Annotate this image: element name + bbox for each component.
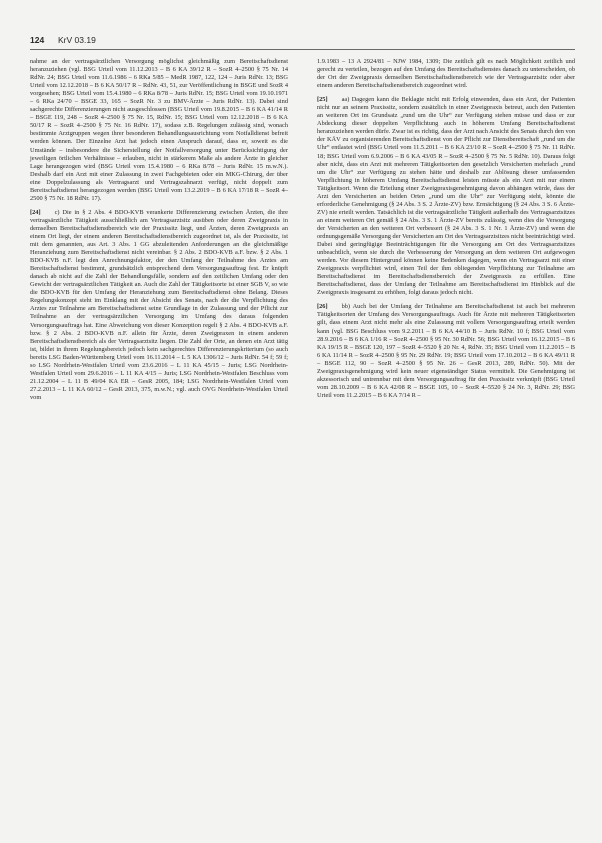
paragraph-continued: nahme an der vertragsärztlichen Versorgung möglichst gleichmäßig zum Bereitschaftsdienst heranzuziehen (vgl. BSG Urteil vom 11.12.2013 – B 6 KA 39/12 R – SozR 4–2500 § 75 Nr. 14 RdNr. 24; BSG Urteil vom 11.6.1986 – 6 RKa 5/85 – MedR 1987, 122, 124 – Juris RdNr. 13; BSG Urteil vom 12.12.2018 – B 6 KA 50/17 R – RdNr. 43, 51, zur Veröffentlichung in BSGE und SozR 4 vorgesehen; BSG Urteil vom 15.4.1980 – 6 RKa 8/78 – Juris RdNr. 15; BSG Urteil vom 19.10.1971 – 6 RKa 24/70 – BSGE 33, 165 – SozR Nr. 3 zu BMV-Ärzte – Juris RdNr. 13). Dabei sind sachgerechte Differenzierungen nicht ausgeschlossen (BSG Urteil vom 19.8.2015 – B 6 KA 41/14 R – BSGE 119, 248 – SozR 4–2500 § 75 Nr. 15, RdNr. 15; BSG Urteil vom 12.12.2018 – B 6 KA 50/17 R – SozR 4–2500 § 75 Nr. 16 RdNr. 17), sodass z.B. Regelungen zulässig sind, wonach bestimmte Arztgruppen wegen ihrer besonderen Behandlungsausrichtung vom Notfalldienst befreit werden können. Der Einzelne Arzt hat jedoch einen Anspruch darauf, dass er, soweit es die Umstände – insbesondere die Sicherstellung der Notfallversorgung unter Berücksichtigung der jeweiligen örtlichen Verhältnisse – erlauben, nicht in stärkerem Maße als andere Ärzte in gleicher Lage herangezogen wird (BSG Urteil vom 15.4.1980 – 6 RKa 8/78 – Juris RdNr. 15 m.w.N.). Deshalb darf ein Arzt mit einer Zulassung in zwei Fachgebieten oder ein MKG-Chirurg, der über eine Doppelzulassung als Vertragsarzt und Vertragszahnarzt verfügt, nicht doppelt zum Bereitschaftsdienst herangezogen werden (BSG Urteil vom 13.2.2019 – B 6 KA 17/18 R – SozR 4–2500 § 75 Nr. 18 RdNr. 17). [30,58,288,202]
paragraph-25 [317,96,575,297]
margin-number-26: [26] [317,303,328,311]
paragraph-26 [317,303,575,400]
paragraph-25-text: aa) Dagegen kann die Beklagte nicht mit Erfolg einwenden, dass ein Arzt, der Patienten nicht nur an seinem Praxissitz, sondern zusätzlich in einer Zweigpraxis betreut, auch den Patienten an weiteren Ort im Grundsatz „rund um die Uhr“ zur Verfügung stehen müsse und dass er zur Abdeckung dieser doppelten Verpflichtung auch in höherem Umfang Bereitschaftsdienst heranzuziehen werden dürfe. Zwar ist es richtig, dass der Arzt nach Ansicht des Senats durch den von der KÄV zu organisierenden Bereitschaftsdienst von der Pflicht zur Dienstbereitschaft „rund um die Uhr“ entlastet wird (BSG Urteil vom 11.5.2011 – B 6 KA 23/10 R – SozR 4–2500 § 75 Nr. 11 RdNr. 18; BSG Urteil vom 6.9.2006 – B 6 KA 43/05 R – SozR 4–2500 § 75 Nr. 5 RdNr. 10). Daraus folgt aber nicht, dass ein Arzt mit mehreren Tätigkeitsorten den gesetzlich Versicherten mehrfach „rund um die Uhr“ zur Verfügung zu stehen hätte und deshalb zur Ablösung dieser umfassenden Verpflichtung in höherem Umfang Bereitschaftsdienst leisten müsste als ein Arzt mit nur einem Tätigkeitsort. Wenn die Erteilung einer Zweigpraxisgenehmigung davon abhängen würde, dass der Arzt den Versicherten an beiden Orten „rund um die Uhr“ zur Verfügung steht, könnte die erforderliche Genehmigung (§ 24 Abs. 3 S. 2 Ärzte-ZV) bzw. Ermächtigung (§ 24 Abs. 3 S. 6 Ärzte-ZV) nie erteilt werden. Tatsächlich ist die vertragsärztliche Tätigkeit außerhalb des Vertragsarztsitzes an einem weiteren Ort gemäß § 24 Abs. 3 S. 1 Ärzte-ZV bereits zulässig, wenn dies die Versorgung der Versicherten an den weiteren Ort verbessert (§ 24 Abs. 3 S. 1 Nr. 1 Ärzte-ZV) und wenn die ordnungsgemäße Versorgung der Versicherten am Ort des Vertragsarztsitzes nicht beeinträchtigt wird. Dabei sind geringfügige Beeinträchtigungen für die Versorgung am Ort des Vertragsarztsitzes unbeachtlich, wenn sie durch die Verbesserung der Versorgung an dem weiteren Ort aufgewogen werden. Vor diesem Hintergrund können keine Bedenken dagegen, wenn ein Vertragsarzt mit einer Zweigpraxis verpflichtet wird, einen Teil der ihm obliegenden Verpflichtung zur Teilnahme am Bereitschaftsdienst im Bereitschaftsdienstbereich der Zweigpraxis zu erfüllen. Eine Bereitschaftsdienst, dass der Umfang der Teilnahme am Bereitschaftsdienst im Hinblick auf die Zweigpraxis insgesamt zu erhöhen, folgt daraus jedoch nicht. [317,96,575,297]
paragraph-24-text: c) Die in § 2 Abs. 4 BDO-KVB verankerte Differenzierung zwischen Ärzten, die ihre vertragsärztliche Tätigkeit ausschließlich am Vertragsarztsitz ausüben oder deren Zweigpraxis in demselben Bereitschaftsdienstbereich wie der Praxissitz liegt, und Ärzten, deren Zweigpraxis an einem Ort liegt, der einem anderen Bereitschaftsdienstbereich zugeordnet ist, als der Praxissitz, ist mit dem genannten, aus Art. 3 Abs. 1 GG abzuleitenden Anforderungen an die gleichmäßige Heranziehung zum Bereitschaftsdienst nicht vereinbar. § 2 Abs. 2 BDO-KVB a.F. bzw. § 2 Abs. 1 BDO-KVB n.F. legt den Anrechnungsfaktor, der den Umfang der Teilnahme des Arztes am Bereitschaftsdienst bestimmt, grundsätzlich entsprechend dem Versorgungsauftrag fest. Er knüpft danach ab nicht auf die Zahl der Behandlungsfälle, sondern auf den zeitlichen Umfang oder den Gewicht der vertragsärztlichen Tätigkeit an. Auch die Zahl der Tätigkeitsorte ist einer SGB V, so wie die BDO-KVB für den Umfang der Heranziehung zum Bereitschaftsdienst ohne Belang. Dieses Regelungskonzept steht im Einklang mit der Absicht des Senats, nach der die Verpflichtung des Arztes zur Teilnahme am Bereitschaftsdienst seine Grundlage in der Zulassung und der Pflicht zur Teilnahme an der vertragsärztlichen Versorgung im Umfang des daraus folgenden Versorgungsauftrags hat. Eine Abweichung von dieser Konzeption regelt § 2 Abs. 4 BDO-KVB a.F. bzw. § 2 Abs. 2 BDO-KVB n.F. allein für Ärzte, deren Zweigpraxen in einem anderen Bereitschaftsdienstbereich als der Vertragsarztsitz liegen. Die Zahl der Orte, an denen ein Arzt tätig ist, bildet in ihrem Regelungsbereich jedoch kein sachgerechtes Differenzierungskriterium (so auch bereits LSG Baden-Württemberg Urteil vom 16.11.2014 – L 5 KA 1306/12 – Juris RdNr. 54 f; 59 f; so LSG Nordrhein-Westfalen Urteil vom 23.6.2016 – L 11 KA 45/15 – Juris; LSG Nordrhein-Westfalen Urteil vom 29.6.2016 – L 11 KA 4/15 – Juris; LSG Nordrhein-Westfalen Beschluss vom 21.12.2004 – L 11 B 49/04 KA ER – GesR 2005, 184; LSG Nordrhein-Westfalen Urteil vom 27.2.2013 – L 11 KA 60/12 – GesR 2013, 375, m.w.N.; vgl. auch OVG Nordrhein-Westfalen Urteil vom [30,208,288,401]
margin-number-24: [24] [30,208,41,216]
paragraph-26-text: bb) Auch bei der Umfang der Teilnahme am Bereitschaftsdienst ist auch bei mehreren Tätigkeitsorten der Umfang des Versorgungsauftrags. Auch für Ärzte mit mehreren Tätigkeitsorten gilt, dass einem Arzt nicht mehr als eine Zulassung mit vollem Versorgungsauftrag erteilt werden kann (vgl. BSG Beschluss vom 9.2.2011 – B 6 KA 44/10 B – Juris RdNr. 10 f; BSG Urteil vom 28.9.2016 – B 6 KA 1/16 R – SozR 4–2500 § 95 Nr. 30 RdNr. 56; BSG Urteil vom 16.12.2015 – B 6 KA 19/15 R – BSGE 120, 197 – SozR 4–5520 § 20 Nr. 4, RdNr. 35; BSG Urteil vom 11.2.2015 – B 6 KA 11/14 R – SozR 4–2500 § 95 Nr. 29 RdNr. 19; BSG Urteil vom 17.10.2012 – B 6 KA 49/11 R – BSGE 112, 90 – SozR 4–2500 § 95 Nr. 26 – GesR 2013, 289, RdNr. 50). Mit der Zweigpraxisgenehmigung wird kein neuer eigenständiger Status vermittelt. Die Genehmigung ist akzessorisch und untrennbar mit dem Versorgungsauftrag für den Praxissitz verknüpft (BSG Urteil vom 28.10.2009 – B 6 KA 42/08 R – BSGE 105, 10 – SozR 4–5520 § 24 Nr. 3, RdNr. 29; BSG Urteil vom 11.2.2015 – B 6 KA 7/14 R – [317,303,575,399]
paragraph-24 [30,209,288,402]
journal-name: KrV 03.19 [58,35,96,45]
paragraph-continued-right: 1.9.1983 – 13 A 2924/81 – NJW 1984, 1309; Die zeitlich gilt es nach Möglichkeit zeitlich und gerecht zu verteilen, bezogen auf den Umfang des Bereitschaftsdienstes danach zu unterscheiden, ob der Ort der Zweigpraxis demselben Bereitschaftsdienstbereich wie der Vertragsarztsitz oder aber einem anderen Bereitschaftsdienstbereich zugeordnet wird. [317,58,575,90]
running-header [30,35,575,50]
page-number: 124 [30,35,45,45]
right-column [317,58,575,400]
left-column [30,58,288,402]
margin-number-25: [25] [317,96,328,104]
